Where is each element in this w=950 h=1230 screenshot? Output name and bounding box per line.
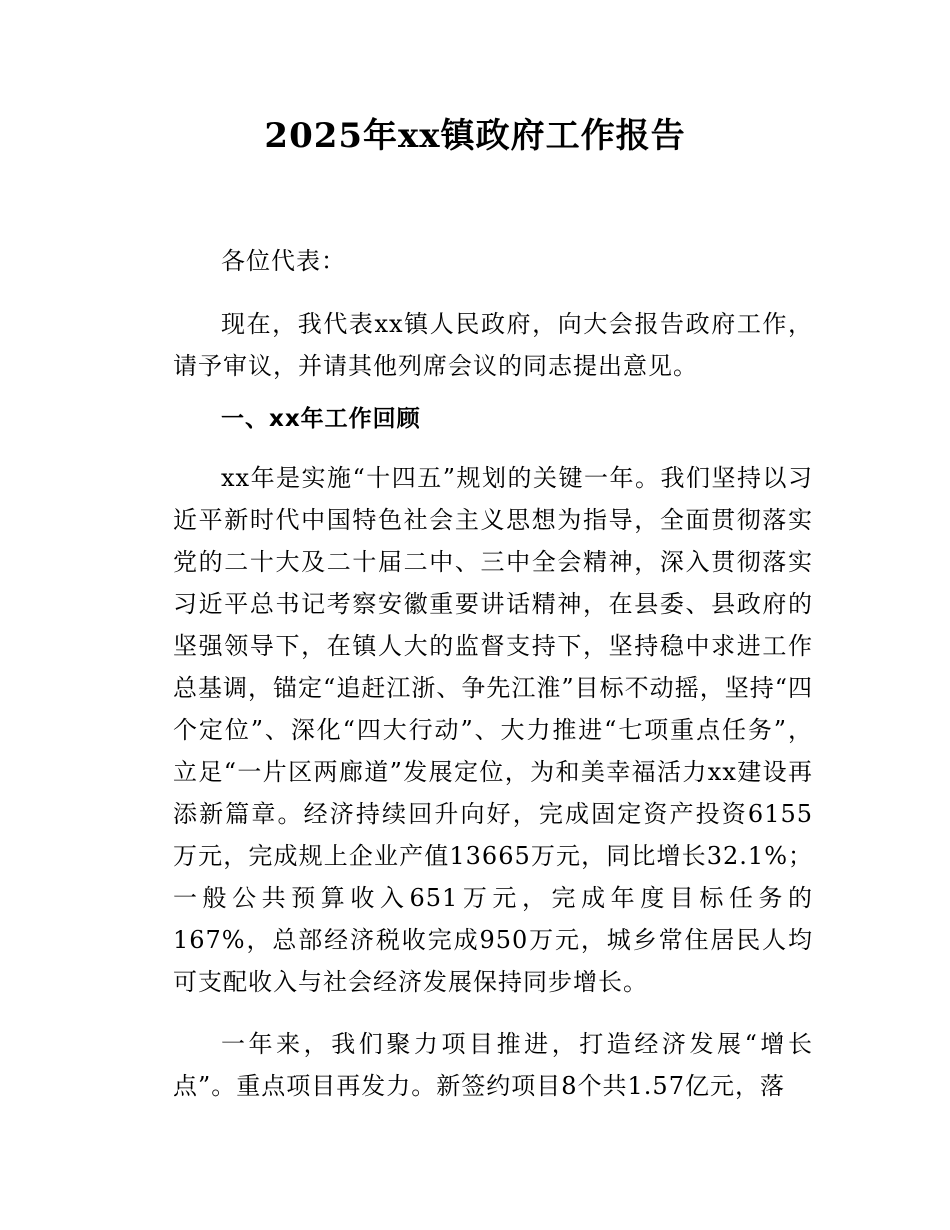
paragraph-projects: 一年来，我们聚力项目推进，打造经济发展“增长点”。重点项目再发力。新签约项目8个共1.57亿元，落 [173, 1030, 813, 1100]
document-title: 2025年xx镇政府工作报告 [264, 116, 686, 156]
paragraph-review: xx年是实施“十四五”规划的关键一年。我们坚持以习近平新时代中国特色社会主义思想为指导，全面贯彻落实党的二十大及二十届二中、三中全会精神，深入贯彻落实习近平总书记考察安徽重要讲话精神，在县委、县政府的坚强领导下，在镇人大的监督支持下，坚持稳中求进工作总基调，锚定“追赶江浙、争先江淮”目标不动摇，坚持“四个定位”、深化“四大行动”、大力推进“七项重点任务”，立足“一片区两廊道”发展定位，为和美幸福活力xx建设再添新篇章。经济持续回升向好，完成固定资产投资6155万元，完成规上企业产值13665万元，同比增长32.1%；一般公共预算收入651万元，完成年度目标任务的167%，总部经济税收完成950万元，城乡常住居民人均可支配收入与社会经济发展保持同步增长。 [173, 464, 813, 996]
section-heading: 一、xx年工作回顾 [221, 406, 421, 432]
paragraph-intro: 现在，我代表xx镇人民政府，向大会报告政府工作，请予审议，并请其他列席会议的同志提出意见。 [173, 310, 813, 380]
salutation: 各位代表： [221, 247, 346, 275]
